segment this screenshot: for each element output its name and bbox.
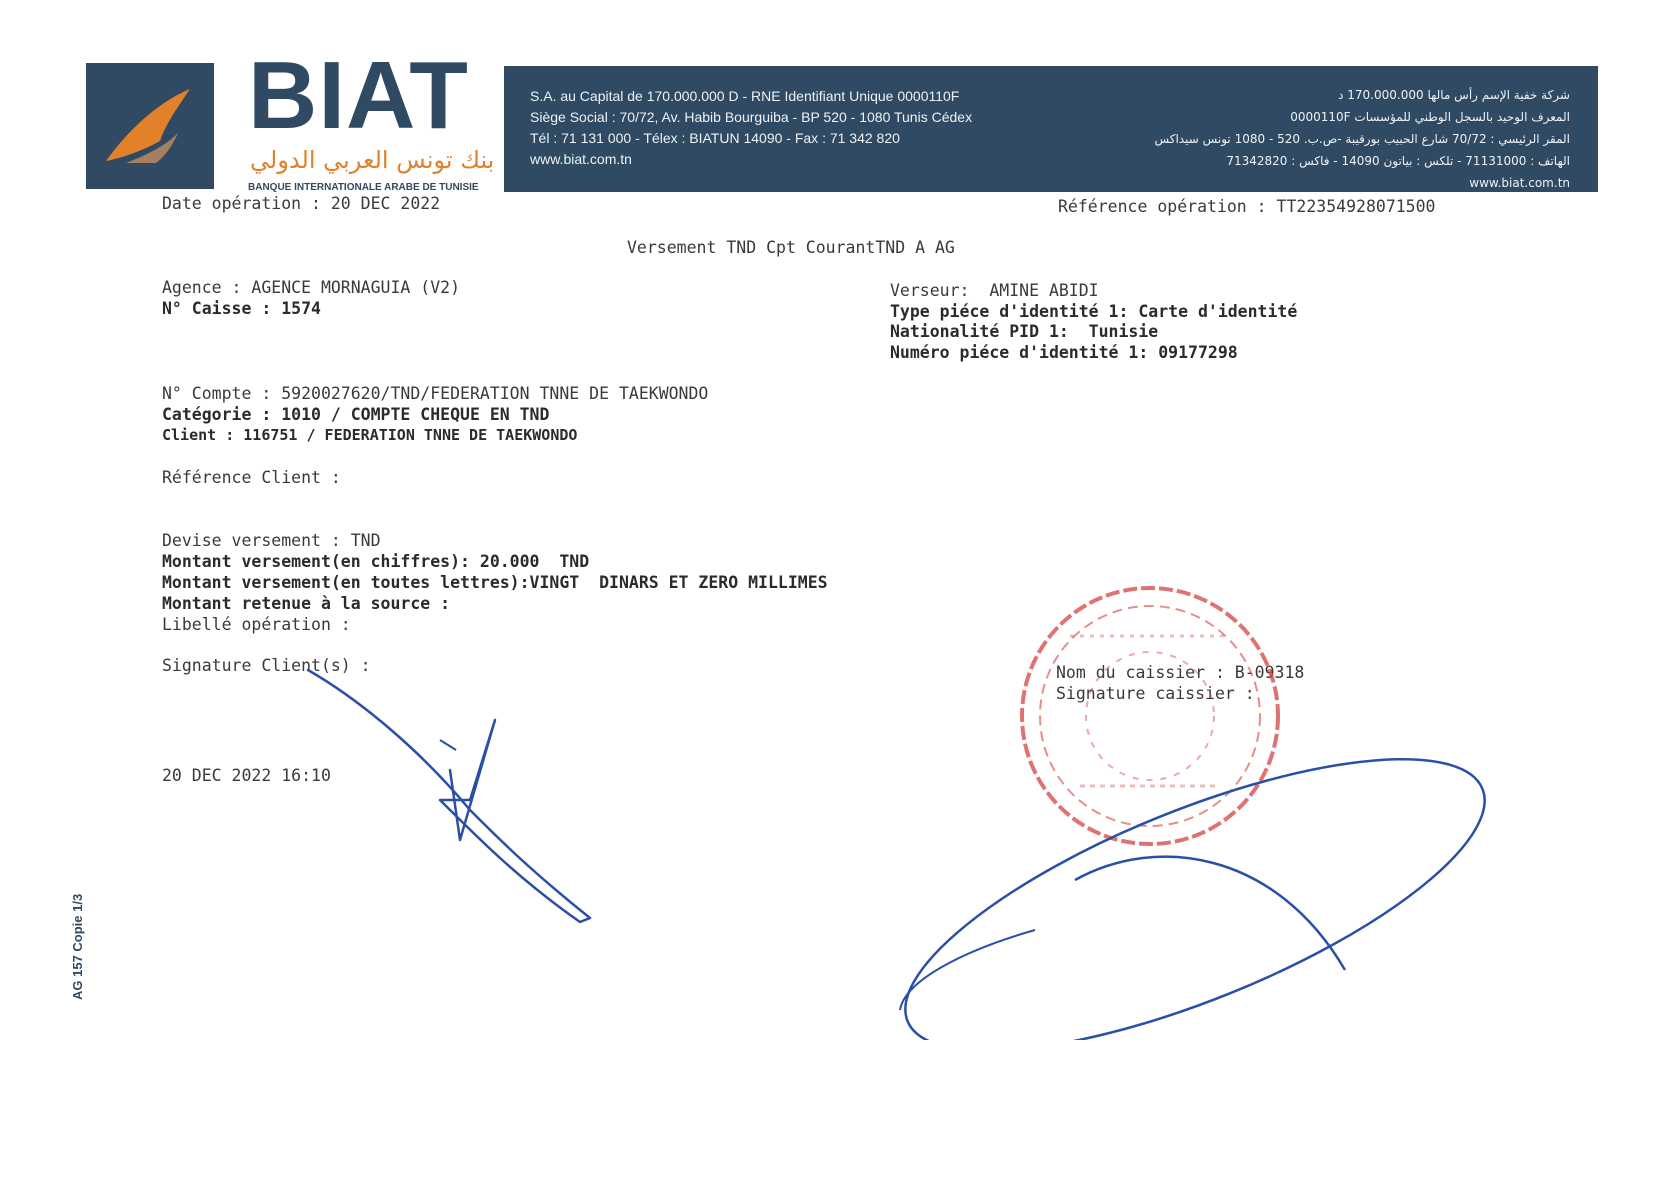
banner-line: Siège Social : 70/72, Av. Habib Bourguiba - BP 520 - 1080 Tunis Cédex: [530, 109, 973, 125]
montant-lettres: Montant versement(en toutes lettres):VINGT DINARS ET ZERO MILLIMES: [162, 573, 828, 592]
numero-compte: N° Compte : 5920027620/TND/FEDERATION TNNE DE TAEKWONDO: [162, 384, 709, 403]
banner-line: المعرف الوحيد بالسجل الوطني للمؤسسات 0000110F: [1290, 110, 1570, 124]
verseur: Verseur: AMINE ABIDI: [890, 281, 1099, 300]
caisse: N° Caisse : 1574: [162, 299, 321, 318]
brand-logo-text: BIAT: [248, 42, 469, 149]
agence: Agence : AGENCE MORNAGUIA (V2): [162, 278, 461, 297]
signature-client-label: Signature Client(s) :: [162, 656, 371, 675]
libelle-operation: Libellé opération :: [162, 615, 351, 634]
date-operation: Date opération : 20 DEC 2022: [162, 194, 441, 213]
banner-line: S.A. au Capital de 170.000.000 D - RNE Identifiant Unique 0000110F: [530, 88, 960, 104]
reference-client: Référence Client :: [162, 468, 341, 487]
reference-operation: Référence opération : TT22354928071500: [1058, 197, 1436, 216]
logo-mark: [86, 63, 214, 189]
type-piece: Type piéce d'identité 1: Carte d'identité: [890, 302, 1298, 321]
nationalite: Nationalité PID 1: Tunisie: [890, 322, 1159, 341]
timestamp: 20 DEC 2022 16:10: [162, 766, 331, 785]
signature-caissier-label: Signature caissier :: [1056, 684, 1255, 703]
client: Client : 116751 / FEDERATION TNNE DE TAEKWONDO: [162, 426, 578, 444]
devise-versement: Devise versement : TND: [162, 531, 381, 550]
montant-retenu: Montant retenue à la source :: [162, 594, 451, 613]
categorie: Catégorie : 1010 / COMPTE CHEQUE EN TND: [162, 405, 550, 424]
document-title: Versement TND Cpt CourantTND A AG: [627, 238, 955, 257]
client-signature-icon: [300, 660, 620, 930]
banner-line: www.biat.com.tn: [1469, 176, 1570, 190]
banner-line: المقر الرئيسي : 70/72 شارع الحبيب بورقيبة -ص.ب. 520 - 1080 تونس سيداكس: [1154, 132, 1570, 146]
banner-line: www.biat.com.tn: [530, 151, 632, 167]
banner-info-latin: [530, 86, 972, 170]
banner-line: شركة خفية الإسم رأس مالها 170.000.000 د: [1338, 88, 1570, 102]
nom-caissier: Nom du caissier : B-09318: [1056, 663, 1305, 682]
numero-piece: Numéro piéce d'identité 1: 09177298: [890, 343, 1238, 362]
brand-logo-subtitle: BANQUE INTERNATIONALE ARABE DE TUNISIE: [248, 182, 479, 193]
banner-line: Tél : 71 131 000 - Télex : BIATUN 14090 - Fax : 71 342 820: [530, 130, 900, 146]
biat-swoosh-icon: [86, 63, 214, 189]
banner-info-arabic: [1154, 84, 1570, 194]
brand-logo-arabic: بنك تونس العربي الدولي: [250, 146, 495, 174]
montant-chiffres: Montant versement(en chiffres): 20.000 TND: [162, 552, 590, 571]
banner-line: الهاتف : 71131000 - تلكس : بياتون 14090 - فاكس : 71342820: [1226, 154, 1570, 168]
form-reference-side: AG 157 Copie 1/3: [70, 893, 85, 1000]
cashier-signature-icon: [895, 740, 1535, 1040]
